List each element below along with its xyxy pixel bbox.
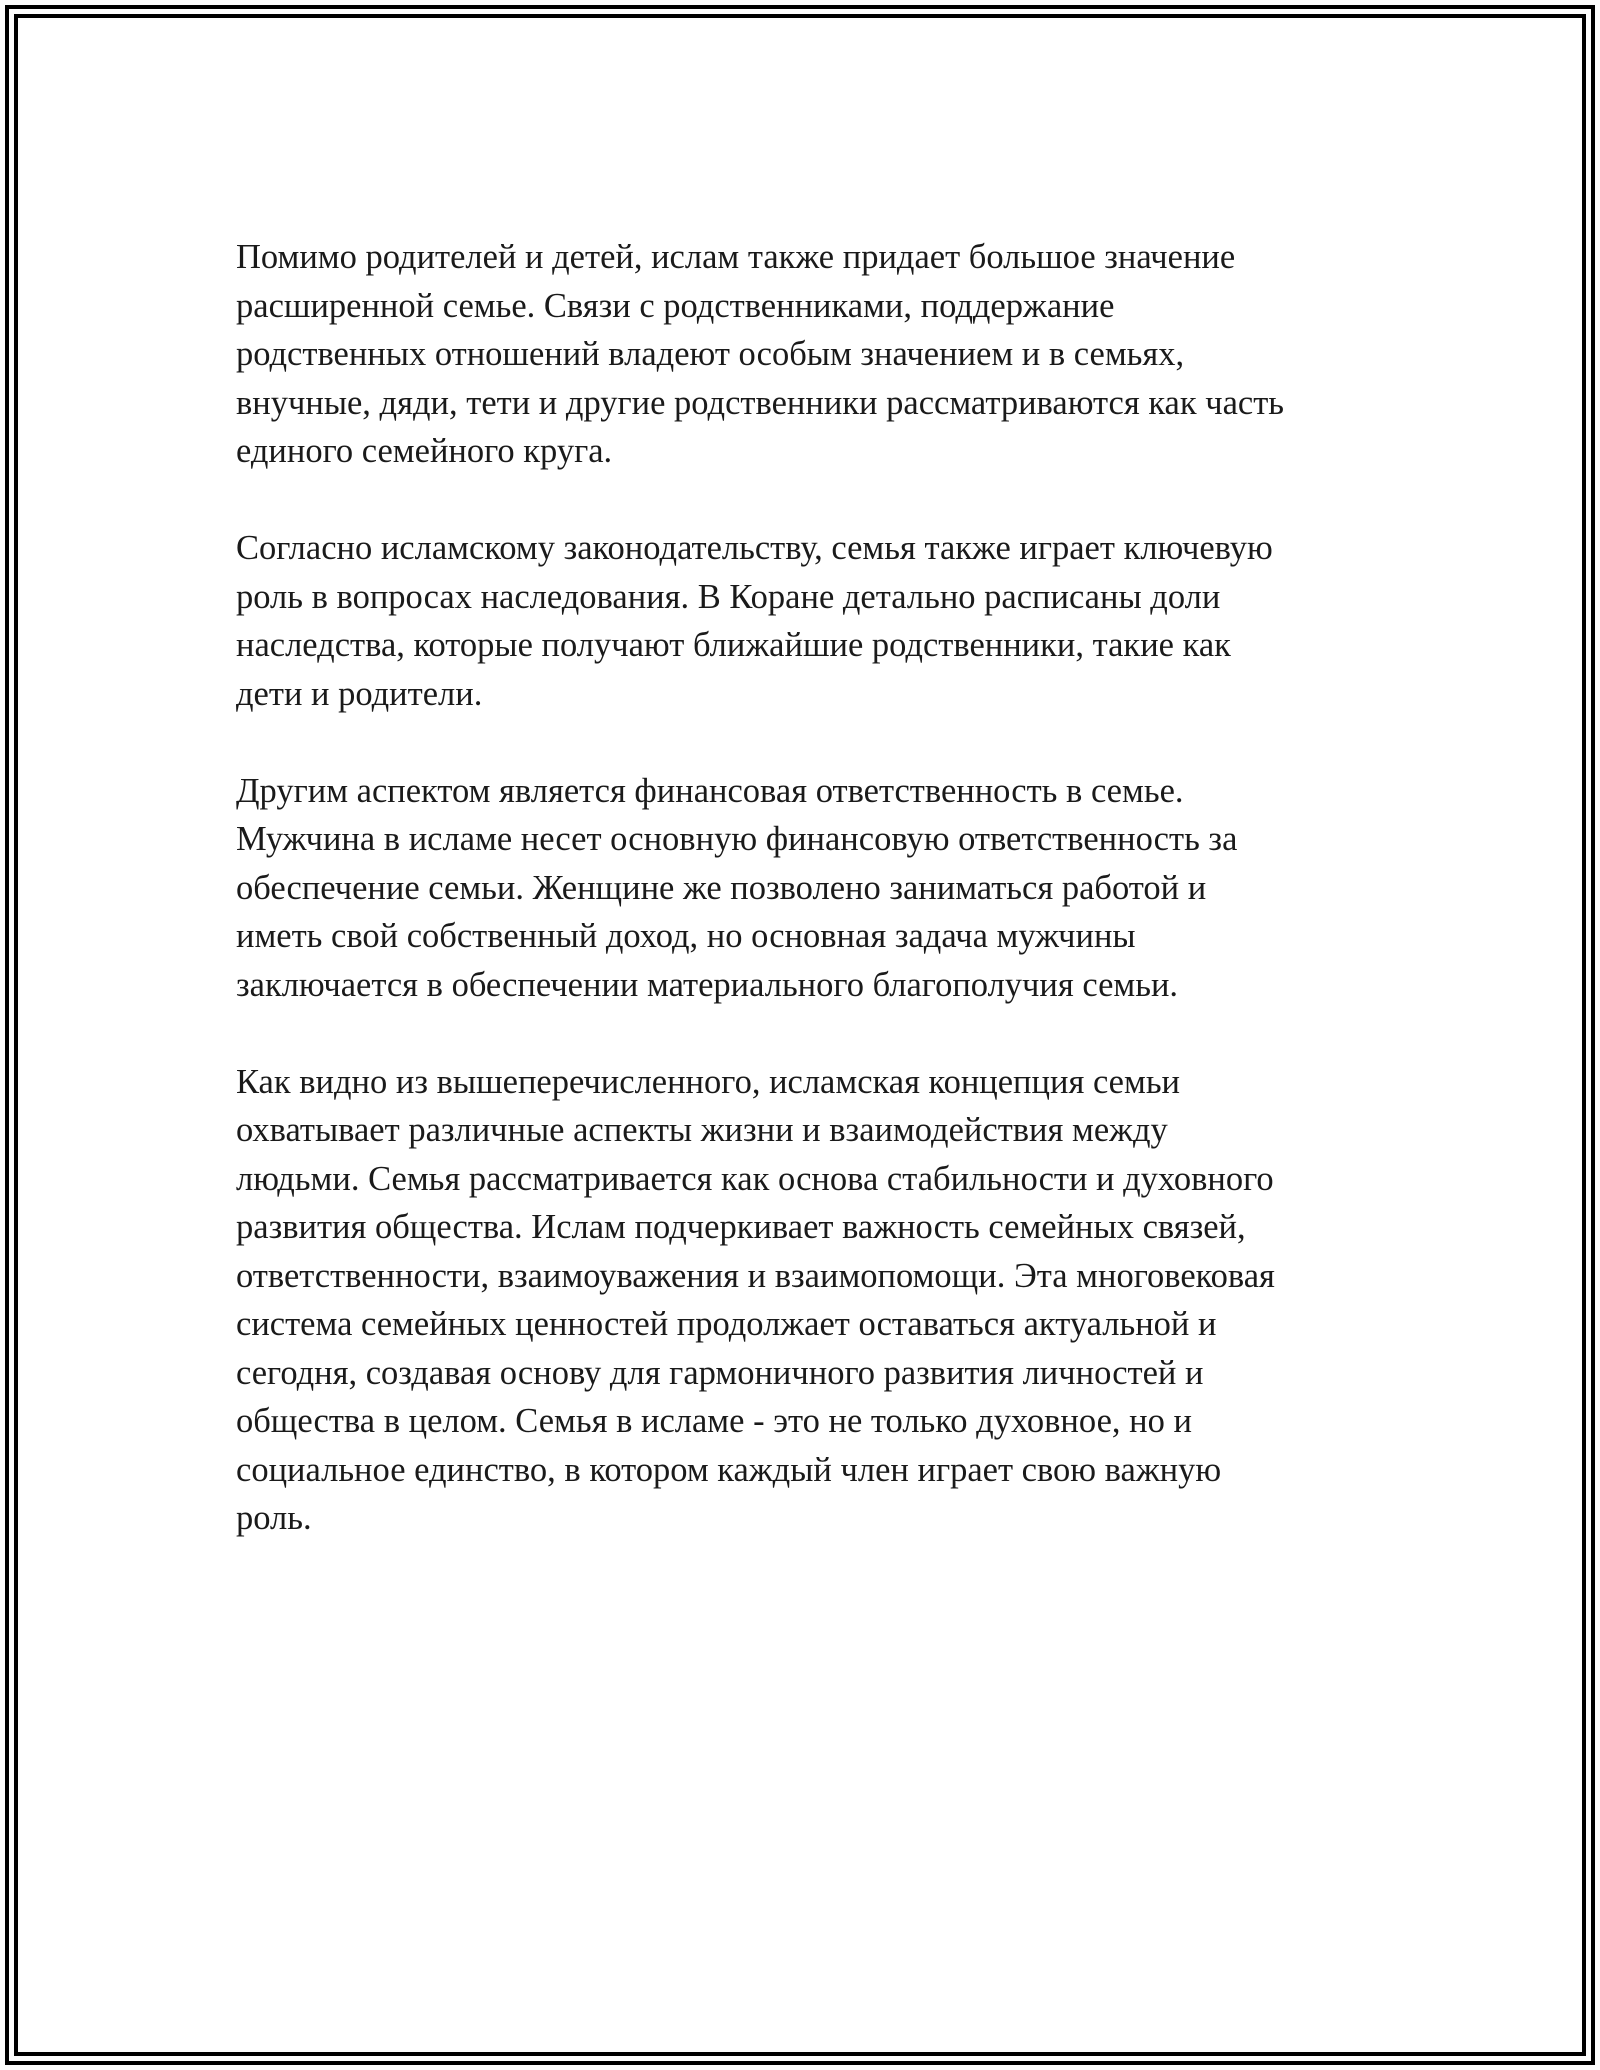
text-line: родственных отношений владеют особым значением и в семьях,	[236, 335, 1185, 373]
text-line: система семейных ценностей продолжает оставаться актуальной и	[236, 1305, 1217, 1343]
text-line: развития общества. Ислам подчеркивает важность семейных связей,	[236, 1208, 1246, 1246]
text-line: социальное единство, в котором каждый член играет свою важную	[236, 1450, 1222, 1489]
text-line: сегодня, создавая основу для гармоничного развития личностей и	[236, 1353, 1204, 1392]
text-line: единого семейного круга.	[236, 432, 613, 470]
text-line: расширенной семье. Связи с родственниками, поддержание	[236, 286, 1115, 325]
text-line: Как видно из вышеперечисленного, исламская концепция семьи	[236, 1062, 1181, 1101]
paragraph-inheritance	[236, 524, 1366, 718]
document-body	[236, 233, 1366, 1591]
text-line: Согласно исламскому законодательству, семья также играет ключевую	[236, 529, 1273, 567]
text-line: внучные, дяди, тети и другие родственники рассматриваются как часть	[236, 383, 1285, 422]
text-line: наследства, которые получают ближайшие родственники, такие как	[236, 626, 1231, 664]
text-line: Другим аспектом является финансовая ответственность в семье.	[236, 771, 1184, 810]
text-line: людьми. Семья рассматривается как основа стабильности и духовного	[236, 1159, 1274, 1198]
paragraph-financial-responsibility	[236, 767, 1366, 1010]
text-line: охватывает различные аспекты жизни и взаимодействия между	[236, 1111, 1168, 1149]
text-line: Помимо родителей и детей, ислам также придает большое значение	[236, 238, 1236, 276]
paragraph-extended-family	[236, 233, 1366, 476]
text-line: общества в целом. Семья в исламе - это не только духовное, но и	[236, 1402, 1192, 1440]
text-line: ответственности, взаимоуважения и взаимопомощи. Эта многовековая	[236, 1256, 1275, 1295]
text-line: дети и родители.	[236, 674, 483, 713]
text-line: обеспечение семьи. Женщине же позволено заниматься работой и	[236, 868, 1207, 907]
text-line: Мужчина в исламе несет основную финансовую ответственность за	[236, 820, 1238, 858]
text-line: заключается в обеспечении материального благополучия семьи.	[236, 965, 1179, 1004]
text-line: иметь свой собственный доход, но основная задача мужчины	[236, 917, 1136, 955]
text-line: роль в вопросах наследования. В Коране детально расписаны доли	[236, 577, 1221, 616]
paragraph-conclusion	[236, 1058, 1366, 1543]
text-line: роль.	[236, 1499, 312, 1537]
